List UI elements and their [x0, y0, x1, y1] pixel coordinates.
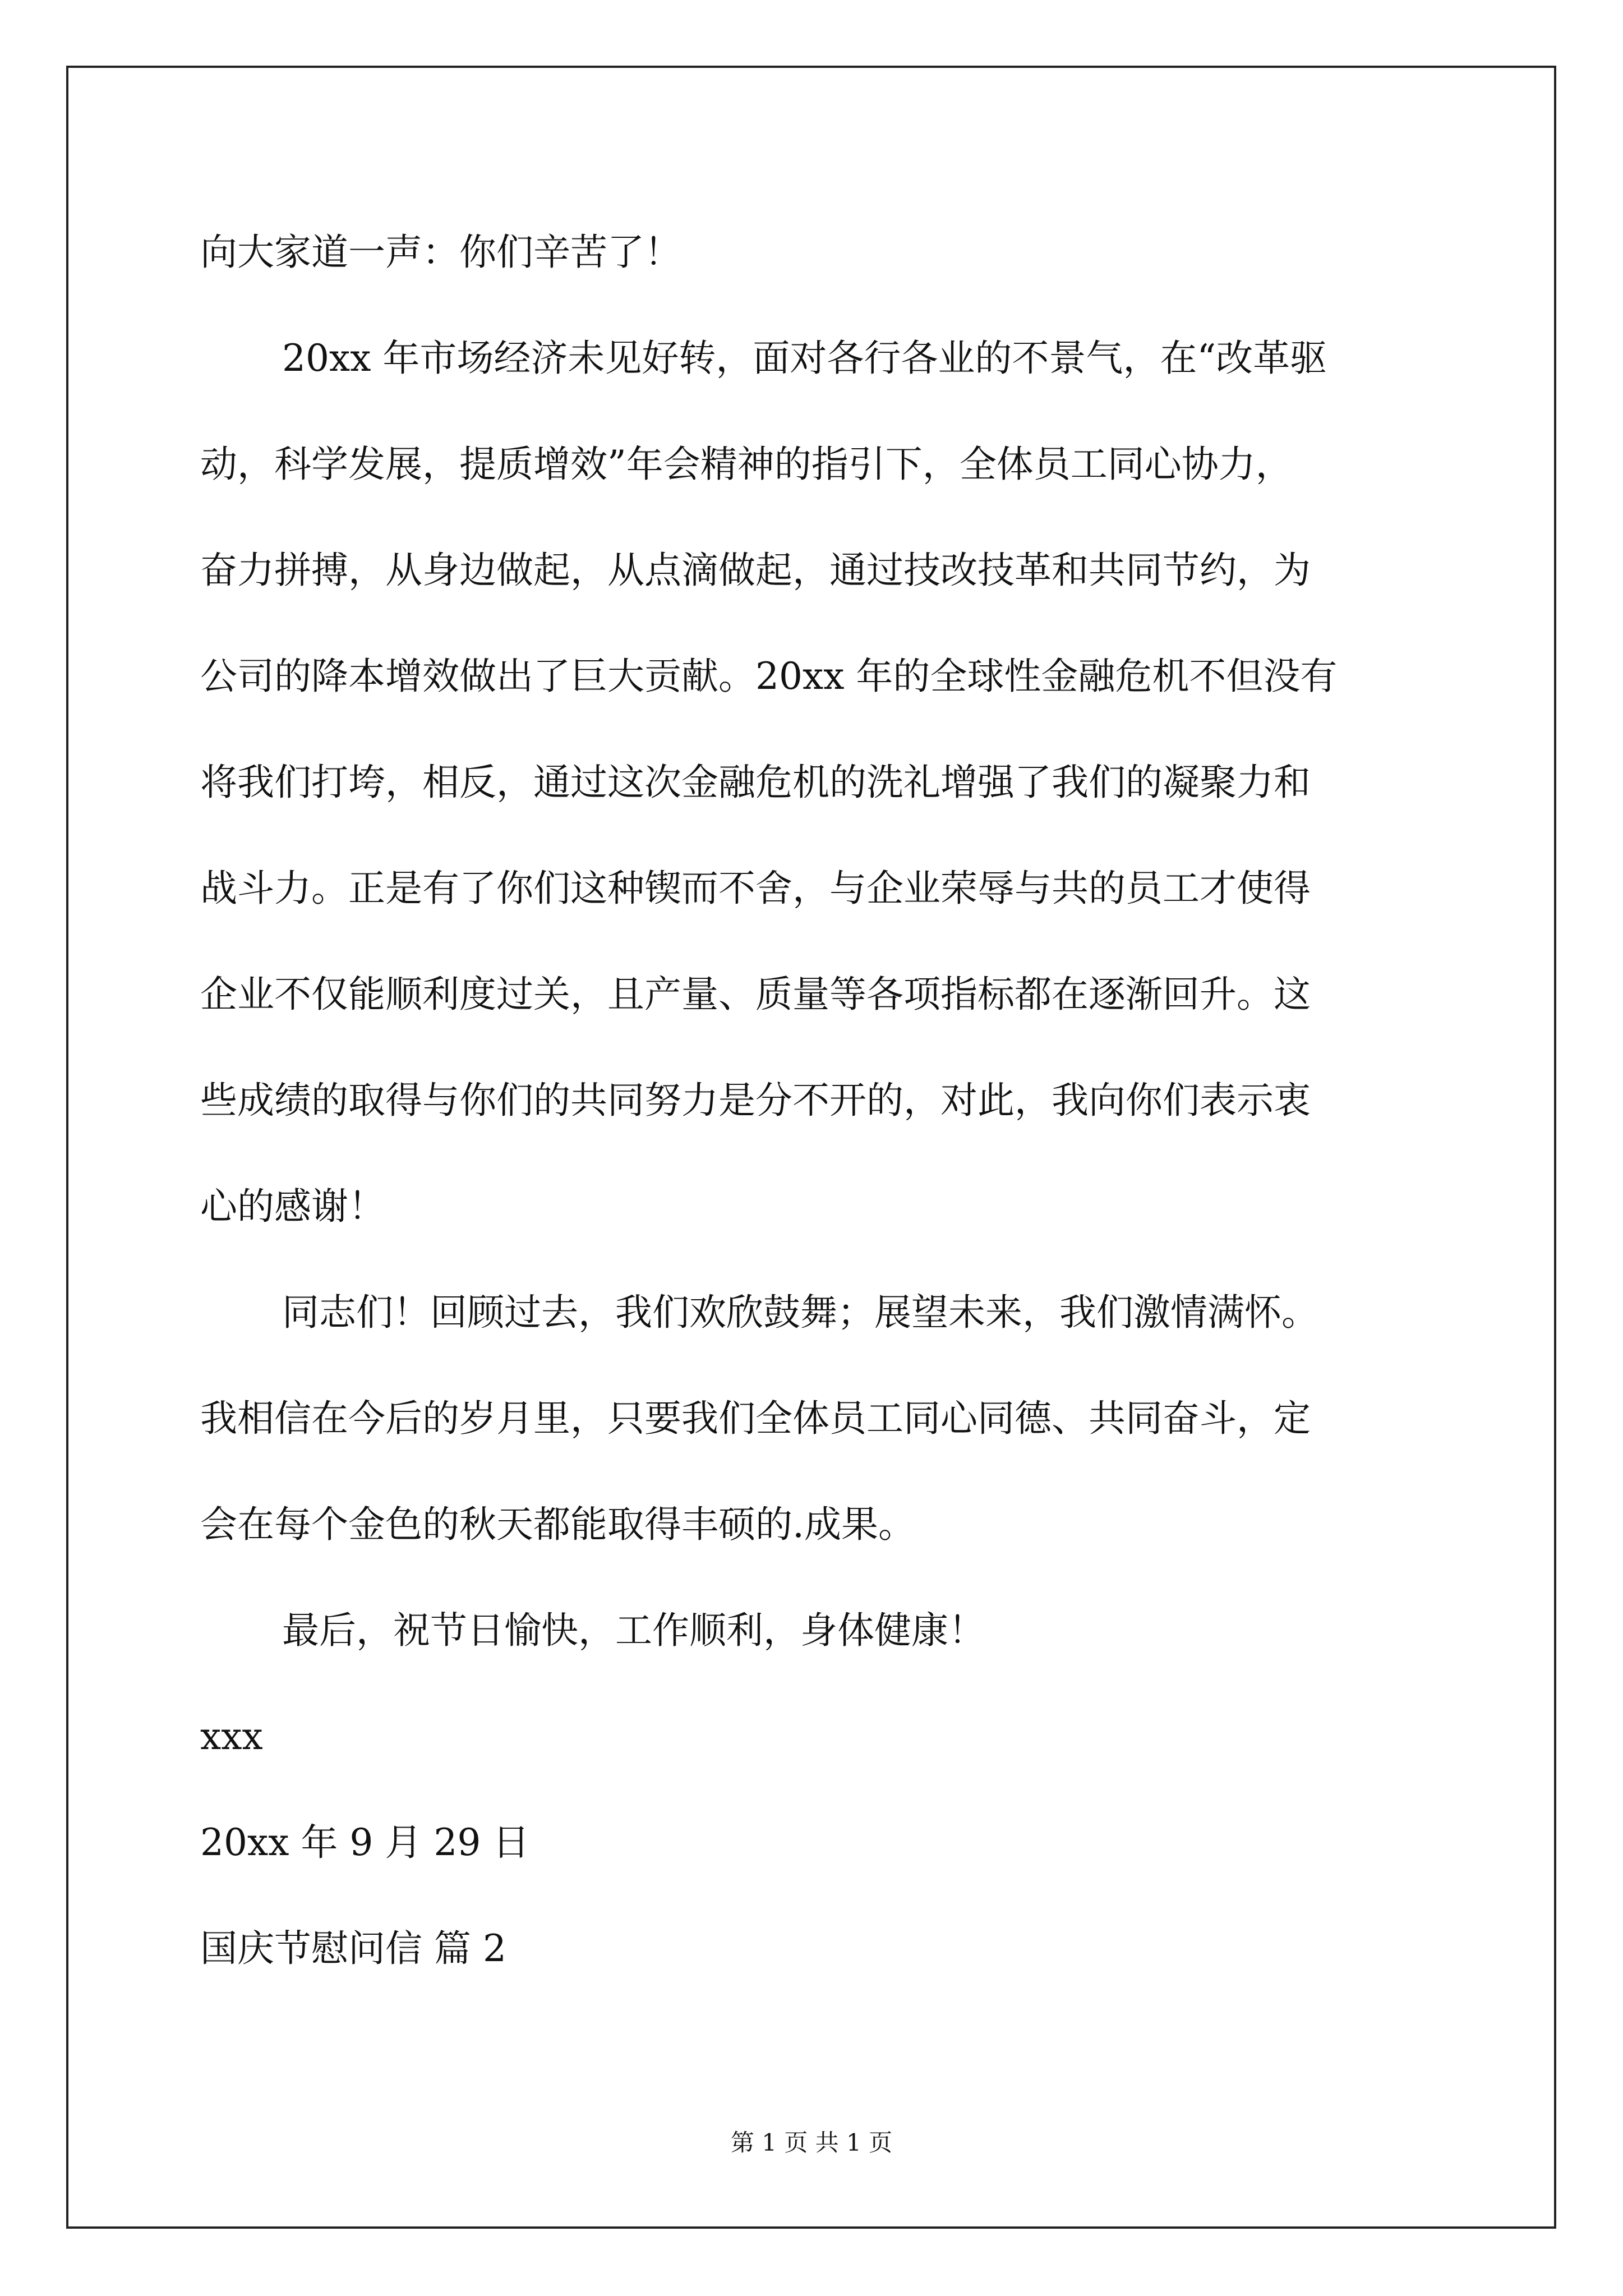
- section-heading: 国庆节慰问信 篇 2: [200, 1927, 506, 1970]
- text-line: 向大家道一声：你们辛苦了！: [200, 231, 681, 274]
- signature-date: 20xx 年 9 月 29 日: [200, 1821, 530, 1864]
- text-line: 些成绩的取得与你们的共同努力是分不开的，对此，我向你们表示衷: [200, 1079, 1311, 1122]
- page-number-footer: 第 1 页 共 1 页: [730, 2129, 893, 2156]
- text-line: 公司的降本增效做出了巨大贡献。20xx 年的全球性金融危机不但没有: [200, 655, 1338, 698]
- text-line: 企业不仅能顺利度过关，且产量、质量等各项指标都在逐渐回升。这: [200, 973, 1311, 1016]
- text-line: 我相信在今后的岁月里，只要我们全体员工同心同德、共同奋斗，定: [200, 1397, 1311, 1440]
- text-line: 将我们打垮，相反，通过这次金融危机的洗礼增强了我们的凝聚力和: [200, 761, 1311, 804]
- document-body: [200, 210, 1428, 2013]
- text-line: 最后，祝节日愉快，工作顺利，身体健康！: [282, 1609, 985, 1652]
- text-line: 奋力拼搏，从身边做起，从点滴做起，通过技改技革和共同节约，为: [200, 549, 1311, 592]
- text-line: 同志们！回顾过去，我们欢欣鼓舞；展望未来，我们激情满怀。: [282, 1291, 1318, 1334]
- text-line: 战斗力。正是有了你们这种锲而不舍，与企业荣辱与共的员工才使得: [200, 867, 1311, 910]
- text-line: 动，科学发展，提质增效”年会精神的指引下，全体员工同心协力，: [200, 443, 1293, 486]
- text-line: 心的感谢！: [200, 1185, 385, 1228]
- text-line: 会在每个金色的秋天都能取得丰硕的.成果。: [200, 1503, 915, 1546]
- text-line: 20xx 年市场经济未见好转，面对各行各业的不景气，在“改革驱: [282, 337, 1327, 380]
- signature-name: xxx: [200, 1715, 263, 1758]
